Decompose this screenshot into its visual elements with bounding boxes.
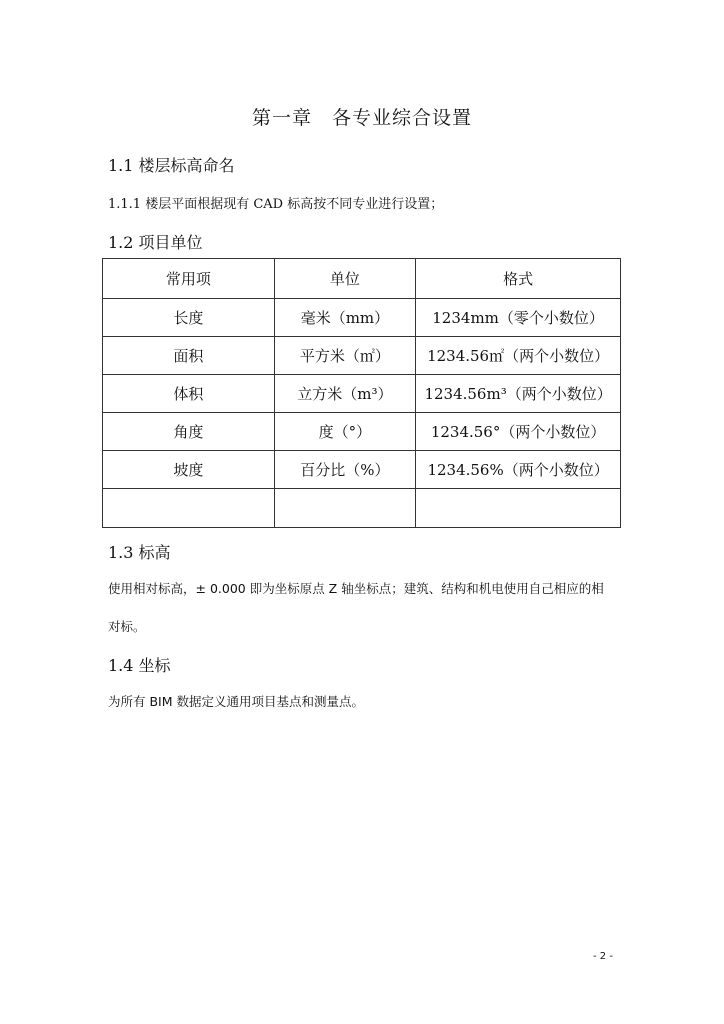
section-1-3-body-line-1: 使用相对标高，± 0.000 即为坐标原点 Z 轴坐标点；建筑、结构和机电使用自己相应的相 bbox=[108, 581, 604, 596]
table-cell: 毫米（mm） bbox=[274, 299, 416, 337]
section-heading-1-3: 1.3 标高 bbox=[108, 543, 171, 562]
table-cell: 1234.56%（两个小数位） bbox=[416, 451, 621, 489]
table-cell: 1234.56㎡（两个小数位） bbox=[416, 337, 621, 375]
section-heading-1-1: 1.1 楼层标高命名 bbox=[108, 156, 235, 175]
units-table bbox=[102, 258, 621, 528]
table-cell: 坡度 bbox=[103, 451, 275, 489]
table-row bbox=[103, 375, 621, 413]
table-header-cell: 格式 bbox=[416, 259, 621, 299]
table-cell: 长度 bbox=[103, 299, 275, 337]
section-heading-1-4: 1.4 坐标 bbox=[108, 656, 171, 675]
table-cell: 1234.56°（两个小数位） bbox=[416, 413, 621, 451]
chapter-title: 第一章 各专业综合设置 bbox=[251, 107, 472, 129]
table-row bbox=[103, 413, 621, 451]
section-1-4-body: 为所有 BIM 数据定义通用项目基点和测量点。 bbox=[108, 694, 364, 709]
section-heading-1-2: 1.2 项目单位 bbox=[108, 233, 203, 252]
table-cell: 平方米（㎡） bbox=[274, 337, 416, 375]
section-1-3-body-line-2: 对标。 bbox=[108, 619, 146, 634]
table-cell: 1234mm（零个小数位） bbox=[416, 299, 621, 337]
table-cell: 立方米（m³） bbox=[274, 375, 416, 413]
table-header-row bbox=[103, 259, 621, 299]
table-row bbox=[103, 299, 621, 337]
table-cell: 1234.56m³（两个小数位） bbox=[416, 375, 621, 413]
table-row bbox=[103, 337, 621, 375]
table-header-cell: 单位 bbox=[274, 259, 416, 299]
table-cell bbox=[274, 489, 416, 528]
table-row-empty bbox=[103, 489, 621, 528]
table-cell: 角度 bbox=[103, 413, 275, 451]
table-cell: 体积 bbox=[103, 375, 275, 413]
page-number: - 2 - bbox=[593, 951, 613, 962]
table-cell: 度（°） bbox=[274, 413, 416, 451]
table-cell: 面积 bbox=[103, 337, 275, 375]
table-row bbox=[103, 451, 621, 489]
table-cell bbox=[416, 489, 621, 528]
table-cell bbox=[103, 489, 275, 528]
subsection-1-1-1: 1.1.1 楼层平面根据现有 CAD 标高按不同专业进行设置； bbox=[108, 197, 444, 212]
table-header-cell: 常用项 bbox=[103, 259, 275, 299]
table-cell: 百分比（%） bbox=[274, 451, 416, 489]
